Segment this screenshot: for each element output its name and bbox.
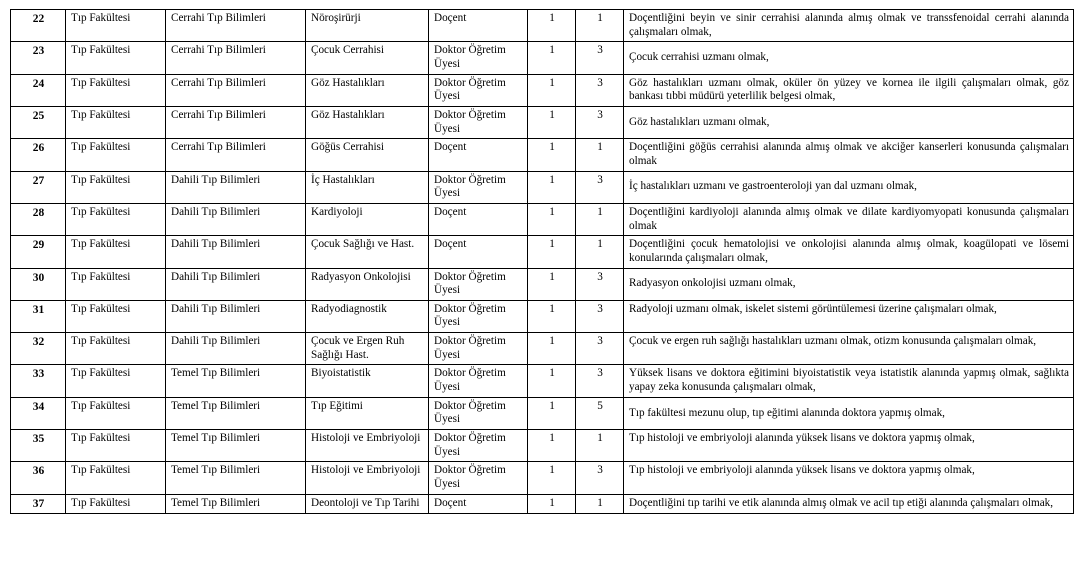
department-cell [166,333,306,365]
field-cell-text: Çocuk Sağlığı ve Hast. [311,238,415,251]
academic-title-cell-text: Doktor Öğretim Üyesi [434,44,506,70]
grade-cell-text: 5 [597,399,603,412]
department-cell-text: Cerrahi Tıp Bilimleri [171,12,266,24]
academic-title-cell-text: Doktor Öğretim Üyesi [434,335,506,361]
row-number-cell [11,268,66,300]
description-cell [624,203,1074,235]
quantity-cell-text: 1 [549,238,555,251]
description-cell-text: Doçentliğini göğüs cerrahisi alanında almış olmak ve akciğer kanserleri konusunda çalışmaları olmak [629,141,1069,167]
table-row [11,494,1074,513]
department-cell-text: Dahili Tıp Bilimleri [171,173,261,186]
quantity-cell-text: 1 [549,302,555,315]
row-number-cell [11,494,66,513]
faculty-cell [66,139,166,171]
academic-title-cell [429,203,528,235]
department-cell-text: Cerrahi Tıp Bilimleri [171,108,266,121]
row-number-cell-text: 27 [32,174,45,187]
field-cell-text: Göz Hastalıkları [311,108,385,121]
faculty-cell-text: Tıp Fakültesi [71,205,131,218]
quantity-cell [528,203,576,235]
field-cell-text: Radyasyon Onkolojisi [311,270,411,283]
faculty-cell-text: Tıp Fakültesi [71,12,131,24]
table-row [11,430,1074,462]
row-number-cell [11,333,66,365]
department-cell-text: Dahili Tıp Bilimleri [171,270,261,283]
department-cell [166,494,306,513]
quantity-cell [528,333,576,365]
department-cell-text: Temel Tıp Bilimleri [171,432,261,445]
grade-cell [576,171,624,203]
department-cell [166,42,306,74]
quantity-cell [528,74,576,106]
row-number-cell-text: 24 [32,77,45,90]
quantity-cell [528,139,576,171]
grade-cell-text: 1 [597,238,603,251]
academic-title-cell [429,268,528,300]
field-cell [306,236,429,268]
field-cell [306,365,429,397]
description-cell [624,397,1074,429]
faculty-cell-text: Tıp Fakültesi [71,432,131,445]
grade-cell [576,74,624,106]
department-cell [166,397,306,429]
faculty-cell [66,300,166,332]
quantity-cell [528,236,576,268]
academic-title-cell [429,236,528,268]
faculty-cell [66,365,166,397]
row-number-cell [11,236,66,268]
academic-title-cell-text: Doktor Öğretim Üyesi [434,302,506,329]
quantity-cell [528,10,576,42]
grade-cell [576,365,624,397]
academic-title-cell-text: Doktor Öğretim Üyesi [434,399,506,426]
grade-cell [576,203,624,235]
department-cell-text: Cerrahi Tıp Bilimleri [171,76,266,89]
quantity-cell-text: 1 [549,496,555,509]
grade-cell-text: 3 [597,173,603,186]
quantity-cell [528,430,576,462]
table-row [11,236,1074,268]
grade-cell [576,397,624,429]
academic-title-cell-text: Doktor Öğretim Üyesi [434,108,506,135]
table-row [11,462,1074,494]
description-cell-text: Yüksek lisans ve doktora eğitimini biyoistatistik veya istatistik alanında yapmış olmak, sağlıkta yapay zeka konusunda çalışmaları olmak, [629,367,1069,394]
faculty-cell [66,106,166,138]
grade-cell-text: 1 [597,496,603,509]
faculty-cell [66,236,166,268]
faculty-cell-text: Tıp Fakültesi [71,270,131,283]
faculty-cell [66,171,166,203]
academic-title-cell [429,462,528,494]
academic-title-cell [429,397,528,429]
table-row [11,42,1074,74]
field-cell-text: Kardiyoloji [311,205,363,218]
academic-title-cell-text: Doçent [434,205,467,218]
academic-title-cell-text: Doktor Öğretim Üyesi [434,270,506,297]
field-cell-text: Göz Hastalıkları [311,76,385,89]
row-number-cell-text: 32 [32,336,45,349]
description-cell-text: Çocuk ve ergen ruh sağlığı hastalıkları uzmanı olmak, otizm konusunda çalışmaları olmak, [629,335,1037,348]
grade-cell [576,42,624,74]
description-cell-text: İç hastalıkları uzmanı ve gastroenteroloji yan dal uzmanı olmak, [629,180,917,193]
row-number-cell-text: 22 [32,13,45,25]
academic-title-cell [429,333,528,365]
row-number-cell-text: 25 [32,109,45,122]
row-number-cell-text: 29 [32,239,45,252]
description-cell-text: Radyasyon onkolojisi uzmanı olmak, [629,277,796,290]
grade-cell-text: 3 [597,270,603,283]
field-cell-text: Göğüs Cerrahisi [311,141,385,154]
field-cell-text: Nöroşirürji [311,12,361,24]
faculty-cell [66,333,166,365]
field-cell [306,268,429,300]
academic-title-cell [429,300,528,332]
academic-title-cell [429,365,528,397]
faculty-cell [66,42,166,74]
description-cell-text: Radyoloji uzmanı olmak, iskelet sistemi görüntülemesi üzerine çalışmaları olmak, [629,302,997,315]
faculty-cell [66,397,166,429]
quantity-cell-text: 1 [549,141,555,154]
grade-cell [576,494,624,513]
department-cell-text: Cerrahi Tıp Bilimleri [171,44,266,57]
description-cell [624,42,1074,74]
description-cell-text: Göz hastalıkları uzmanı olmak, oküler ön yüzey ve kornea ile ilgili çalışmaları olmak, göz bankası tıbbi müdürü yeterlilik belgesi olmak, [629,76,1069,103]
quantity-cell-text: 1 [549,270,555,283]
academic-title-cell [429,10,528,42]
description-cell-text: Doçentliğini çocuk hematolojisi ve onkolojisi alanında almış olmak, koagülopati ve lösemi konularında çalışmaları olmak, [629,238,1069,264]
quantity-cell-text: 1 [549,335,555,348]
grade-cell-text: 3 [597,464,603,477]
grade-cell-text: 1 [597,141,603,154]
department-cell [166,268,306,300]
table-row [11,171,1074,203]
quantity-cell [528,268,576,300]
row-number-cell [11,10,66,42]
academic-positions-table [10,9,1074,514]
table-row [11,10,1074,42]
row-number-cell [11,171,66,203]
row-number-cell [11,139,66,171]
quantity-cell-text: 1 [549,44,555,57]
quantity-cell [528,106,576,138]
row-number-cell-text: 34 [32,400,45,413]
description-cell [624,494,1074,513]
table-row [11,268,1074,300]
faculty-cell [66,268,166,300]
description-cell [624,300,1074,332]
faculty-cell-text: Tıp Fakültesi [71,335,131,348]
quantity-cell-text: 1 [549,76,555,89]
field-cell [306,139,429,171]
academic-title-cell [429,171,528,203]
faculty-cell-text: Tıp Fakültesi [71,399,131,412]
grade-cell-text: 1 [597,12,603,24]
description-cell [624,462,1074,494]
description-cell-text: Çocuk cerrahisi uzmanı olmak, [629,51,769,64]
grade-cell [576,333,624,365]
grade-cell [576,106,624,138]
description-cell [624,365,1074,397]
department-cell-text: Temel Tıp Bilimleri [171,367,261,380]
department-cell [166,171,306,203]
department-cell [166,106,306,138]
department-cell [166,203,306,235]
academic-title-cell [429,106,528,138]
description-cell [624,236,1074,268]
row-number-cell [11,106,66,138]
quantity-cell [528,365,576,397]
row-number-cell [11,462,66,494]
field-cell [306,333,429,365]
description-cell-text: Tıp fakültesi mezunu olup, tıp eğitimi alanında doktora yapmış olmak, [629,406,945,419]
faculty-cell [66,10,166,42]
quantity-cell-text: 1 [549,464,555,477]
quantity-cell [528,42,576,74]
field-cell-text: Histoloji ve Embriyoloji [311,432,421,445]
faculty-cell-text: Tıp Fakültesi [71,367,131,380]
department-cell-text: Temel Tıp Bilimleri [171,464,261,477]
faculty-cell [66,462,166,494]
row-number-cell-text: 37 [32,497,45,510]
grade-cell [576,430,624,462]
academic-title-cell [429,42,528,74]
description-cell-text: Doçentliğini tıp tarihi ve etik alanında almış olmak ve acil tıp etiği alanında çalışmaları olmak, [629,496,1054,509]
description-cell-text: Doçentliğini kardiyoloji alanında almış olmak ve dilate kardiyomyopati konusunda çalışmaları olmak [629,205,1069,232]
row-number-cell-text: 33 [32,368,45,381]
quantity-cell [528,462,576,494]
description-cell-text: Tıp histoloji ve embriyoloji alanında yüksek lisans ve doktora yapmış olmak, [629,432,975,445]
department-cell-text: Temel Tıp Bilimleri [171,399,261,412]
grade-cell-text: 1 [597,432,603,445]
row-number-cell-text: 23 [32,45,45,58]
faculty-cell [66,494,166,513]
description-cell [624,74,1074,106]
field-cell [306,42,429,74]
quantity-cell-text: 1 [549,432,555,445]
description-cell [624,268,1074,300]
description-cell [624,333,1074,365]
faculty-cell-text: Tıp Fakültesi [71,496,131,509]
quantity-cell-text: 1 [549,108,555,121]
quantity-cell-text: 1 [549,173,555,186]
description-cell-text: Göz hastalıkları uzmanı olmak, [629,115,770,128]
academic-title-cell-text: Doçent [434,496,467,509]
academic-title-cell [429,74,528,106]
academic-title-cell-text: Doçent [434,12,467,24]
academic-title-cell-text: Doktor Öğretim Üyesi [434,76,506,103]
table-row [11,139,1074,171]
faculty-cell-text: Tıp Fakültesi [71,238,131,251]
row-number-cell [11,430,66,462]
field-cell [306,203,429,235]
field-cell-text: Tıp Eğitimi [311,399,363,412]
academic-title-cell [429,430,528,462]
quantity-cell-text: 1 [549,399,555,412]
description-cell-text: Doçentliğini beyin ve sinir cerrahisi alanında almış olmak ve transsfenoidal cerrahi alanında çalışmaları olmak, [629,12,1069,38]
department-cell [166,10,306,42]
row-number-cell-text: 36 [32,465,45,478]
faculty-cell-text: Tıp Fakültesi [71,464,131,477]
grade-cell-text: 3 [597,335,603,348]
faculty-cell [66,74,166,106]
quantity-cell-text: 1 [549,12,555,24]
academic-title-cell-text: Doktor Öğretim Üyesi [434,173,506,200]
table-row [11,333,1074,365]
department-cell-text: Dahili Tıp Bilimleri [171,335,261,348]
table-body [11,10,1074,514]
academic-title-cell-text: Doçent [434,238,467,251]
row-number-cell [11,42,66,74]
field-cell-text: Çocuk ve Ergen Ruh Sağlığı Hast. [311,335,405,361]
description-cell-text: Tıp histoloji ve embriyoloji alanında yüksek lisans ve doktora yapmış olmak, [629,464,975,477]
faculty-cell-text: Tıp Fakültesi [71,173,131,186]
field-cell-text: Radyodiagnostik [311,302,387,315]
grade-cell-text: 3 [597,44,603,57]
faculty-cell-text: Tıp Fakültesi [71,302,131,315]
description-cell [624,106,1074,138]
description-cell [624,10,1074,42]
grade-cell-text: 1 [597,205,603,218]
row-number-cell [11,203,66,235]
grade-cell [576,300,624,332]
department-cell-text: Dahili Tıp Bilimleri [171,238,261,251]
department-cell [166,365,306,397]
grade-cell-text: 3 [597,302,603,315]
academic-title-cell-text: Doktor Öğretim Üyesi [434,432,506,458]
description-cell [624,139,1074,171]
academic-title-cell [429,139,528,171]
row-number-cell-text: 35 [32,433,45,446]
quantity-cell [528,494,576,513]
row-number-cell-text: 30 [32,271,45,284]
quantity-cell-text: 1 [549,205,555,218]
grade-cell-text: 3 [597,76,603,89]
row-number-cell [11,74,66,106]
field-cell [306,300,429,332]
field-cell-text: Histoloji ve Embriyoloji [311,464,421,477]
department-cell [166,139,306,171]
field-cell [306,397,429,429]
faculty-cell-text: Tıp Fakültesi [71,44,131,57]
grade-cell [576,462,624,494]
field-cell-text: İç Hastalıkları [311,173,375,186]
academic-title-cell-text: Doktor Öğretim Üyesi [434,464,506,491]
grade-cell [576,10,624,42]
description-cell [624,171,1074,203]
field-cell [306,10,429,42]
department-cell [166,300,306,332]
quantity-cell [528,171,576,203]
field-cell [306,462,429,494]
grade-cell [576,139,624,171]
field-cell [306,494,429,513]
department-cell [166,430,306,462]
department-cell-text: Cerrahi Tıp Bilimleri [171,141,266,154]
department-cell [166,236,306,268]
table-row [11,300,1074,332]
department-cell [166,462,306,494]
quantity-cell [528,300,576,332]
quantity-cell-text: 1 [549,367,555,380]
grade-cell-text: 3 [597,108,603,121]
academic-title-cell-text: Doçent [434,141,467,154]
description-cell [624,430,1074,462]
department-cell [166,74,306,106]
row-number-cell [11,300,66,332]
faculty-cell [66,203,166,235]
faculty-cell-text: Tıp Fakültesi [71,76,131,89]
field-cell-text: Çocuk Cerrahisi [311,44,385,57]
row-number-cell [11,365,66,397]
row-number-cell-text: 31 [32,303,45,316]
table-row [11,106,1074,138]
field-cell [306,106,429,138]
academic-title-cell [429,494,528,513]
table-row [11,74,1074,106]
table-row [11,397,1074,429]
grade-cell [576,236,624,268]
table-row [11,203,1074,235]
academic-title-cell-text: Doktor Öğretim Üyesi [434,367,506,394]
department-cell-text: Dahili Tıp Bilimleri [171,205,261,218]
grade-cell-text: 3 [597,367,603,380]
field-cell [306,74,429,106]
field-cell [306,171,429,203]
faculty-cell [66,430,166,462]
faculty-cell-text: Tıp Fakültesi [71,141,131,154]
field-cell-text: Biyoistatistik [311,367,371,380]
row-number-cell [11,397,66,429]
quantity-cell [528,397,576,429]
department-cell-text: Temel Tıp Bilimleri [171,496,261,509]
table-row [11,365,1074,397]
field-cell [306,430,429,462]
row-number-cell-text: 26 [32,142,45,155]
faculty-cell-text: Tıp Fakültesi [71,108,131,121]
row-number-cell-text: 28 [32,206,45,219]
field-cell-text: Deontoloji ve Tıp Tarihi [311,496,420,509]
department-cell-text: Dahili Tıp Bilimleri [171,302,261,315]
grade-cell [576,268,624,300]
